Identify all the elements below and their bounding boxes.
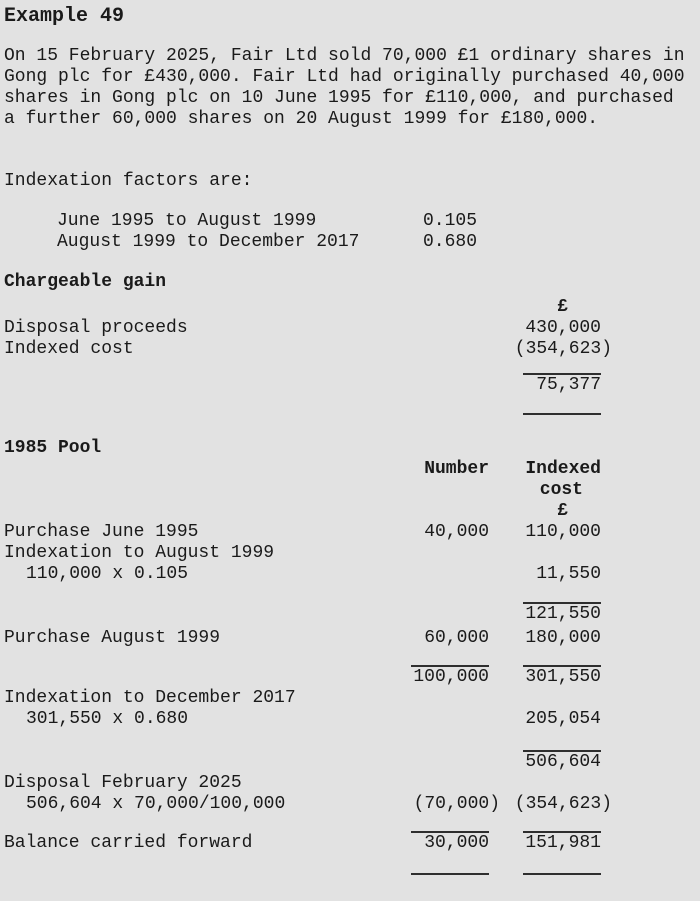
pool-row-purchase-june-1995 [4,522,612,543]
spacer-cell [4,854,378,875]
spacer-cell [4,585,378,604]
pool-row-indexation-aug-1999 [4,543,612,564]
cost-cell: 205,054 [525,709,601,729]
cost-column-header-line2: cost [539,480,583,500]
pool-row-balance-carried-forward [4,833,612,854]
intro-line: a further 60,000 shares on 20 August 1999 for £180,000. [4,109,599,129]
cost-column-header-line1: Indexed [525,459,601,479]
spacer-cell [4,459,378,480]
total-rule [523,649,601,667]
spacer-cell [4,730,378,752]
spacer-cell [378,709,500,730]
spacer-cell [4,667,378,688]
factor-value: 0.105 [423,211,478,231]
cg-row-indexed-cost [4,339,612,360]
pool-rule-row [4,815,612,833]
pool-rule-row [4,730,612,752]
rule-cell [378,854,500,875]
cg-currency-header-row [4,297,612,318]
spacer-cell [500,773,612,794]
intro-line: shares in Gong plc on 10 June 1995 for £110,000, and purchased [4,88,674,108]
spacer-cell [378,297,500,318]
rule-cell [500,585,612,604]
spacer-cell [4,480,378,501]
number-cell: 100,000 [413,667,489,687]
total-rule [523,360,601,375]
number-cell: 40,000 [424,522,489,542]
spacer-cell [4,752,378,773]
spacer-cell [378,752,500,773]
spacer-cell [4,604,378,625]
row-label: 301,550 x 0.680 [26,709,189,729]
closing-rule [411,854,489,875]
cg-total-rule-row [4,360,612,375]
row-label: Disposal proceeds [4,318,188,338]
pool-heading: 1985 Pool [4,438,102,458]
rule-cell [500,649,612,667]
indexation-factors [0,211,700,253]
spacer-cell [378,501,500,522]
pool-rule-row [4,585,612,604]
pool-row-indexation-dec-2017 [4,688,612,709]
rule-cell [500,815,612,833]
spacer-cell [4,375,378,396]
spacer-cell [500,688,612,709]
indexation-heading: Indexation factors are: [4,171,253,191]
rule-cell [500,854,612,875]
cost-cell: 506,604 [525,752,601,772]
spacer-cell [378,730,500,752]
pool-row-purchase-aug-1999 [4,628,612,649]
cg-total-amount: 75,377 [536,375,601,395]
total-rule [411,815,489,833]
spacer-cell [500,543,612,564]
pool-subtotal-row-100000 [4,667,612,688]
pool-row-disposal-calc [4,794,612,815]
number-column-header: Number [424,459,489,479]
spacer-cell [378,688,500,709]
rule-cell [378,815,500,833]
spacer-cell [4,815,378,833]
pool-closing-rule-row [4,854,612,875]
pool-row-disposal-feb-2025 [4,773,612,794]
pool-subtotal-row-506604 [4,752,612,773]
intro-line: Gong plc for £430,000. Fair Ltd had originally purchased 40,000 [4,67,685,87]
cg-closing-rule-row [4,396,612,415]
spacer-cell [4,396,378,415]
spacer-cell [4,360,378,375]
spacer-cell [378,604,500,625]
intro-line: On 15 February 2025, Fair Ltd sold 70,000 £1 ordinary shares in [4,46,685,66]
closing-rule [523,396,601,415]
pool-rule-row [4,649,612,667]
cg-total-row [4,375,612,396]
total-rule [523,815,601,833]
spacer-cell [378,318,500,339]
spacer-cell [378,585,500,604]
spacer-cell [378,396,500,415]
spacer-cell [378,564,500,585]
cost-cell: 110,000 [525,522,601,542]
rule-cell [500,730,612,752]
spacer-cell [4,501,378,522]
chargeable-gain-heading: Chargeable gain [4,272,167,292]
total-rule [523,585,601,604]
spacer-cell [378,543,500,564]
row-label: 110,000 x 0.105 [26,564,189,584]
spacer-cell [4,649,378,667]
pool-header-row-3 [4,501,612,522]
number-cell: 60,000 [424,628,489,648]
total-rule [411,649,489,667]
amount-cell: (354,623) [514,339,612,359]
spacer-cell [378,773,500,794]
factor-label: August 1999 to December 2017 [57,232,360,252]
factor-value: 0.680 [423,232,478,252]
pool-header-row-1 [4,459,612,480]
factor-row [4,211,700,232]
cg-currency-header: £ [557,297,568,317]
spacer-cell [378,360,500,375]
row-label: Purchase June 1995 [4,522,199,542]
spacer-cell [378,339,500,360]
row-label: Balance carried forward [4,833,253,853]
cost-cell: 151,981 [525,833,601,853]
rule-cell [500,360,612,375]
spacer-cell [4,297,378,318]
row-label: Indexation to August 1999 [4,543,275,563]
page-title: Example 49 [4,5,125,28]
cg-row-disposal-proceeds [4,318,612,339]
intro-paragraph [0,46,700,130]
row-label: Purchase August 1999 [4,628,221,648]
number-cell: 30,000 [424,833,489,853]
row-label: Indexed cost [4,339,134,359]
factor-row [4,232,700,253]
cost-cell: (354,623) [514,794,612,814]
cost-cell: 121,550 [525,604,601,624]
cost-column-currency-header: £ [557,501,568,521]
pool-subtotal-row-121550 [4,604,612,625]
cost-cell: 180,000 [525,628,601,648]
row-label: 506,604 x 70,000/100,000 [26,794,286,814]
spacer-cell [378,375,500,396]
factor-label: June 1995 to August 1999 [57,211,317,231]
pool-row-indexation-calc-2 [4,709,612,730]
cost-cell: 301,550 [525,667,601,687]
amount-cell: 430,000 [525,318,601,338]
total-rule [523,730,601,752]
rule-cell [500,396,612,415]
rule-cell [378,649,500,667]
closing-rule [523,854,601,875]
pool-header-row-2 [4,480,612,501]
row-label: Indexation to December 2017 [4,688,296,708]
row-label: Disposal February 2025 [4,773,242,793]
pool-row-indexation-calc-1 [4,564,612,585]
cost-cell: 11,550 [536,564,601,584]
number-cell: (70,000) [413,794,500,814]
spacer-cell [378,480,500,501]
